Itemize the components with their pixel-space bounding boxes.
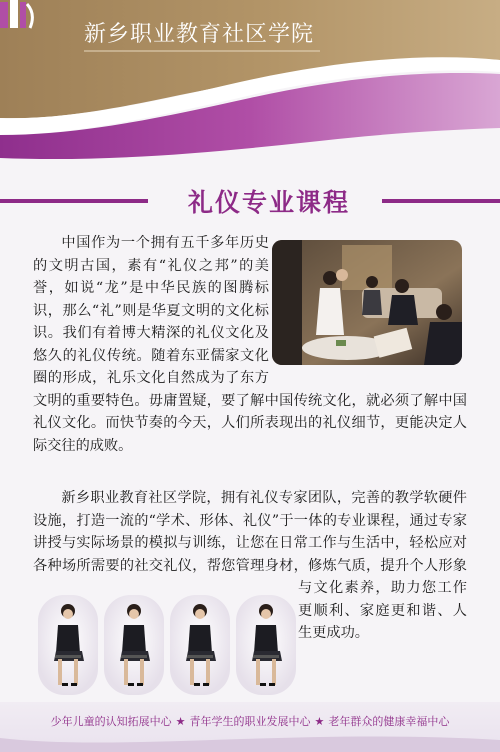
title-divider-right: [382, 199, 500, 203]
section-title-row: [0, 183, 500, 217]
header-banner: [0, 0, 500, 175]
footer-item-children: 少年儿童的认知拓展中心: [50, 715, 172, 728]
photo-wrap-spacer: [269, 232, 467, 368]
footer-item-elderly: 老年群众的健康幸福中心: [328, 715, 450, 728]
intro-paragraph-text: 中国作为一个拥有五千多年历史的文明古国，素有“礼仪之邦”的美誉，如说“龙”是中华民族的图腾标识，那么“礼”则是华夏文明的文化标识。我们有着博大精深的礼仪文化及悠久的礼仪传统。随着东亚儒家文化圈的形成，礼乐文化自然成为了东方文明的重要特色。毋庸置疑，要了解中国传统文化，就必须了解中国礼仪文化。而快节奏的今天，人们所表现出的礼仪细节，更能决定人际交往的成败。: [33, 235, 467, 454]
posture-figure-1: [38, 595, 98, 695]
book-logo-icon: [0, 0, 36, 30]
page-title: 礼仪专业课程: [187, 188, 350, 217]
school-name: 新乡职业教育社区学院: [84, 22, 315, 47]
title-divider-left: [0, 199, 148, 203]
posture-figure-2: [104, 595, 164, 695]
intro-paragraph: [33, 232, 467, 457]
star-icon: ★: [314, 715, 325, 728]
posture-photo-strip: [38, 595, 296, 695]
footer-swoosh: [0, 728, 500, 752]
posture-figure-3: [170, 595, 230, 695]
footer-item-youth: 青年学生的职业发展中心: [189, 715, 311, 728]
footer-slogans: [0, 713, 500, 729]
star-icon: ★: [175, 715, 186, 728]
course-paragraph-text: 新乡职业教育社区学院，拥有礼仪专家团队，完善的教学软硬件设施，打造一流的“学术、形体、礼仪”于一体的专业课程，通过专家讲授与实际场景的模拟与训练，让您在日常工作与生活中，轻松应对各种场所需要的社交礼仪，帮您管理身材，修炼气质，提升个人形象与文化素养，助力您工作更顺利、家庭更和谐、人生更成功。: [33, 490, 467, 641]
posture-figure-4: [236, 595, 296, 695]
